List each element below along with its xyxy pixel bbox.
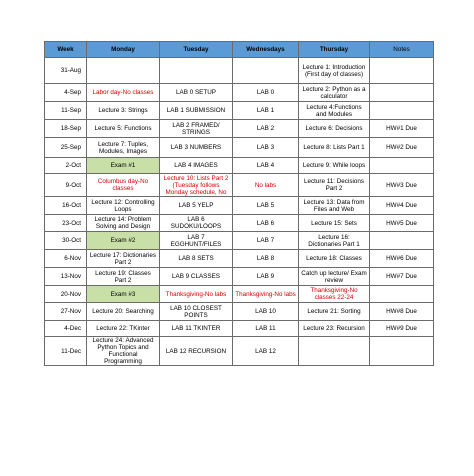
week-cell: 30-Oct [45,232,87,250]
thursday-cell: Lecture 1: Introduction (First day of classes) [299,58,370,84]
monday-cell: Lecture 3: Strings [87,102,160,120]
table-row [45,174,434,197]
notes-cell [370,286,434,303]
wednesday-cell: LAB 0 [233,84,299,102]
notes-cell [370,102,434,120]
notes-cell: HW#7 Due [370,268,434,286]
monday-cell: Labor day-No classes [87,84,160,102]
wednesday-cell: LAB 7 [233,232,299,250]
tuesday-cell: Thanksgiving-No labs [160,286,233,303]
notes-cell: HW#3 Due [370,174,434,197]
header-thursday: Thursday [299,42,370,58]
table-row [45,303,434,321]
monday-cell: Lecture 5: Functions [87,120,160,138]
week-cell: 2-Oct [45,158,87,174]
wednesday-cell: LAB 11 [233,321,299,337]
monday-cell: Lecture 22: TKinter [87,321,160,337]
week-cell: 16-Oct [45,197,87,215]
header-week: Week [45,42,87,58]
tuesday-cell: LAB 3 NUMBERS [160,138,233,158]
monday-cell [87,58,160,84]
week-cell: 13-Nov [45,268,87,286]
table-row [45,215,434,232]
tuesday-cell: LAB 7 EGGHUNT/FILES [160,232,233,250]
thursday-cell: Lecture 23: Recursion [299,321,370,337]
notes-cell: HW#6 Due [370,250,434,268]
thursday-cell: Lecture 16: Dictionaries Part 1 [299,232,370,250]
thursday-cell: Lecture 2: Python as a calculator [299,84,370,102]
header-row [45,42,434,58]
thursday-cell: Lecture 8: Lists Part 1 [299,138,370,158]
table-row [45,268,434,286]
wednesday-cell: LAB 3 [233,138,299,158]
monday-cell: Lecture 20: Searching [87,303,160,321]
notes-cell: HW#8 Due [370,303,434,321]
thursday-cell: Lecture 15: Sets [299,215,370,232]
monday-cell: Columbus day-No classes [87,174,160,197]
exam-cell: Exam #2 [87,232,160,250]
tuesday-cell: LAB 4 IMAGES [160,158,233,174]
thursday-cell: Lecture 6: Decisions [299,120,370,138]
notes-cell [370,84,434,102]
tuesday-cell: LAB 9 CLASSES [160,268,233,286]
week-cell: 25-Sep [45,138,87,158]
notes-cell: HW#1 Due [370,120,434,138]
table-row [45,197,434,215]
tuesday-cell: LAB 11 TKINTER [160,321,233,337]
table-row [45,138,434,158]
wednesday-cell [233,58,299,84]
exam-cell: Exam #3 [87,286,160,303]
header-monday: Monday [87,42,160,58]
thursday-cell: Lecture 13: Data from Files and Web [299,197,370,215]
table-row [45,250,434,268]
table-row [45,321,434,337]
table-row [45,58,434,84]
wednesday-cell: No labs [233,174,299,197]
notes-cell [370,337,434,366]
thursday-cell: Thanksgiving-No classes 22-24 [299,286,370,303]
week-cell: 9-Oct [45,174,87,197]
wednesday-cell: LAB 12 [233,337,299,366]
tuesday-cell: LAB 6 SUDOKU/LOOPS [160,215,233,232]
exam-cell: Exam #1 [87,158,160,174]
wednesday-cell: LAB 8 [233,250,299,268]
thursday-cell: Lecture 4:Functions and Modules [299,102,370,120]
table-row [45,84,434,102]
week-cell: 23-Oct [45,215,87,232]
notes-cell: HW#2 Due [370,138,434,158]
monday-cell: Lecture 17: Dictionaries Part 2 [87,250,160,268]
week-cell: 4-Dec [45,321,87,337]
notes-cell [370,158,434,174]
table-row [45,120,434,138]
notes-cell: HW#5 Due [370,215,434,232]
header-tuesday: Tuesday [160,42,233,58]
week-cell: 20-Nov [45,286,87,303]
monday-cell: Lecture 12: Controlling Loops [87,197,160,215]
monday-cell: Lecture 14: Problem Solving and Design [87,215,160,232]
thursday-cell [299,337,370,366]
week-cell: 27-Nov [45,303,87,321]
wednesday-cell: Thanksgiving-No labs [233,286,299,303]
monday-cell: Lecture 19: Classes Part 2 [87,268,160,286]
wednesday-cell: LAB 6 [233,215,299,232]
thursday-cell: Catch up lecture/ Exam review [299,268,370,286]
wednesday-cell: LAB 4 [233,158,299,174]
week-cell: 11-Dec [45,337,87,366]
wednesday-cell: LAB 1 [233,102,299,120]
tuesday-cell: LAB 0 SETUP [160,84,233,102]
monday-cell: Lecture 7: Tuples, Modules, Images [87,138,160,158]
tuesday-cell: LAB 1 SUBMISSION [160,102,233,120]
schedule-table [44,41,434,366]
tuesday-cell: LAB 12 RECURSION [160,337,233,366]
tuesday-cell: LAB 2 FRAMED/ STRINGS [160,120,233,138]
table-row [45,158,434,174]
notes-cell [370,232,434,250]
week-cell: 11-Sep [45,102,87,120]
thursday-cell: Lecture 18: Classes [299,250,370,268]
week-cell: 18-Sep [45,120,87,138]
tuesday-cell [160,58,233,84]
header-notes: Notes [370,42,434,58]
thursday-cell: Lecture 11: Decisions Part 2 [299,174,370,197]
wednesday-cell: LAB 5 [233,197,299,215]
notes-cell: HW#9 Due [370,321,434,337]
tuesday-cell: LAB 10 CLOSEST POINTS [160,303,233,321]
wednesday-cell: LAB 2 [233,120,299,138]
tuesday-cell: Lecture 10: Lists Part 2 (Tuesday follows Monday schedule, No [160,174,233,197]
table-row [45,102,434,120]
tuesday-cell: LAB 5 YELP [160,197,233,215]
table-row [45,337,434,366]
wednesday-cell: LAB 10 [233,303,299,321]
tuesday-cell: LAB 8 SETS [160,250,233,268]
thursday-cell: Lecture 21: Sorting [299,303,370,321]
table-row [45,286,434,303]
notes-cell: HW#4 Due [370,197,434,215]
table-row [45,232,434,250]
week-cell: 6-Nov [45,250,87,268]
week-cell: 4-Sep [45,84,87,102]
header-wednesdays: Wednesdays [233,42,299,58]
thursday-cell: Lecture 9: While loops [299,158,370,174]
monday-cell: Lecture 24: Advanced Python Topics and Functional Programming [87,337,160,366]
wednesday-cell: LAB 9 [233,268,299,286]
notes-cell [370,58,434,84]
week-cell: 31-Aug [45,58,87,84]
